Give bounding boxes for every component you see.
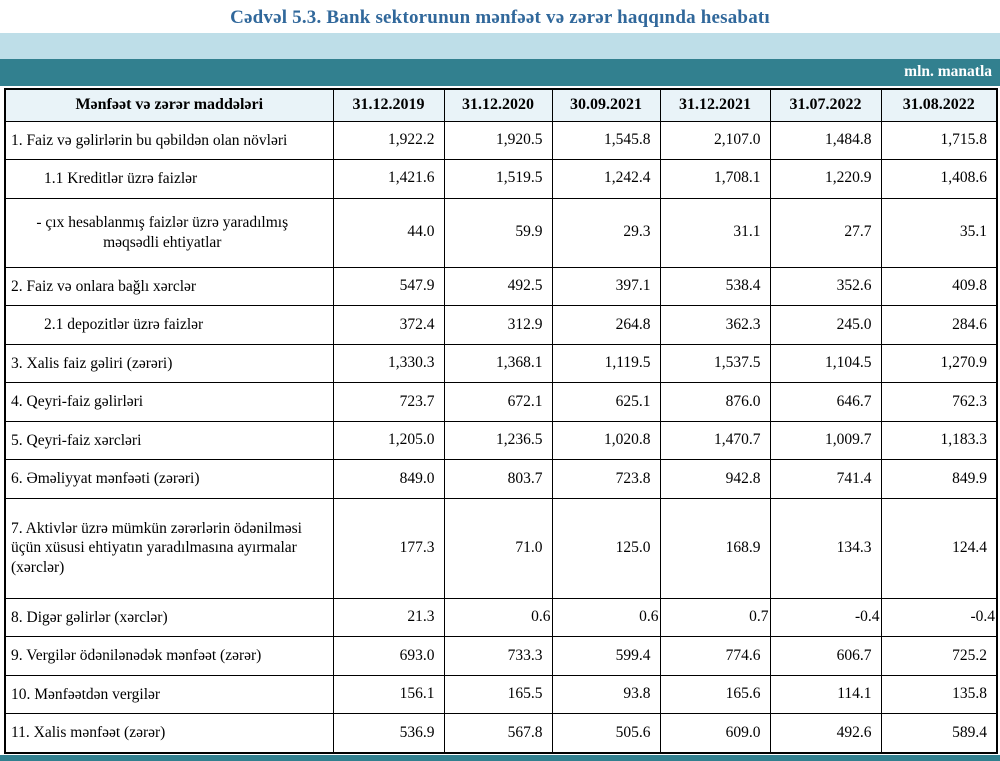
value-cell: 1,009.7	[770, 421, 881, 460]
value-cell: 1,708.1	[660, 160, 770, 199]
row-label: 1. Faiz və gəlirlərin bu qəbildən olan növləri	[5, 121, 333, 160]
row-label: 11. Xalis mənfəət (zərər)	[5, 714, 333, 753]
value-cell: 71.0	[444, 498, 552, 598]
value-cell: 397.1	[552, 267, 660, 306]
value-cell: 27.7	[770, 198, 881, 267]
value-cell: 177.3	[333, 498, 444, 598]
row-label: 4. Qeyri-faiz gəlirləri	[5, 383, 333, 422]
value-cell: 35.1	[881, 198, 997, 267]
top-band	[0, 33, 1000, 59]
value-cell: 31.1	[660, 198, 770, 267]
row-label: 7. Aktivlər üzrə mümkün zərərlərin ödənilməsi üçün xüsusi ehtiyatın yaradılmasına ayırmalar (xərclər)	[5, 498, 333, 598]
value-cell: 165.6	[660, 675, 770, 714]
value-cell: 672.1	[444, 383, 552, 422]
value-cell: 876.0	[660, 383, 770, 422]
value-cell: 693.0	[333, 637, 444, 676]
value-cell: 114.1	[770, 675, 881, 714]
unit-label: mln. manatla	[904, 63, 992, 80]
date-column-header: 31.12.2019	[333, 89, 444, 121]
value-cell: 1,270.9	[881, 344, 997, 383]
value-cell: 1,236.5	[444, 421, 552, 460]
value-cell: 625.1	[552, 383, 660, 422]
row-label: 1.1 Kreditlər üzrə faizlər	[5, 160, 333, 199]
value-cell: 733.3	[444, 637, 552, 676]
value-cell: 1,368.1	[444, 344, 552, 383]
value-cell: 264.8	[552, 306, 660, 345]
value-cell: 1,470.7	[660, 421, 770, 460]
value-cell: 372.4	[333, 306, 444, 345]
value-cell: 1,484.8	[770, 121, 881, 160]
row-label: 3. Xalis faiz gəliri (zərəri)	[5, 344, 333, 383]
value-cell: 0.6	[444, 598, 552, 637]
value-cell: 409.8	[881, 267, 997, 306]
value-cell: 849.0	[333, 460, 444, 499]
value-cell: 1,715.8	[881, 121, 997, 160]
value-cell: 1,545.8	[552, 121, 660, 160]
value-cell: 284.6	[881, 306, 997, 345]
value-cell: 1,330.3	[333, 344, 444, 383]
table-row	[5, 460, 997, 499]
value-cell: 1,183.3	[881, 421, 997, 460]
value-cell: 124.4	[881, 498, 997, 598]
table-row	[5, 598, 997, 637]
value-cell: 774.6	[660, 637, 770, 676]
value-cell: 567.8	[444, 714, 552, 753]
value-cell: 44.0	[333, 198, 444, 267]
value-cell: 1,920.5	[444, 121, 552, 160]
unit-band	[0, 59, 1000, 86]
table-header-row	[5, 89, 997, 121]
row-label: 5. Qeyri-faiz xərcləri	[5, 421, 333, 460]
value-cell: 492.6	[770, 714, 881, 753]
value-cell: 135.8	[881, 675, 997, 714]
value-cell: 942.8	[660, 460, 770, 499]
value-cell: 723.8	[552, 460, 660, 499]
value-cell: 1,119.5	[552, 344, 660, 383]
value-cell: 646.7	[770, 383, 881, 422]
date-column-header: 30.09.2021	[552, 89, 660, 121]
value-cell: 0.6	[552, 598, 660, 637]
value-cell: 538.4	[660, 267, 770, 306]
table-row	[5, 714, 997, 753]
value-cell: 609.0	[660, 714, 770, 753]
value-cell: 606.7	[770, 637, 881, 676]
value-cell: 0.7	[660, 598, 770, 637]
value-cell: 93.8	[552, 675, 660, 714]
value-cell: -0.4	[881, 598, 997, 637]
value-cell: 589.4	[881, 714, 997, 753]
value-cell: 21.3	[333, 598, 444, 637]
table-row	[5, 421, 997, 460]
value-cell: 134.3	[770, 498, 881, 598]
value-cell: 849.9	[881, 460, 997, 499]
table-row	[5, 306, 997, 345]
row-label: 2. Faiz və onlara bağlı xərclər	[5, 267, 333, 306]
value-cell: 362.3	[660, 306, 770, 345]
row-label: 10. Mənfəətdən vergilər	[5, 675, 333, 714]
table-row	[5, 121, 997, 160]
date-column-header: 31.12.2020	[444, 89, 552, 121]
table-row	[5, 498, 997, 598]
value-cell: 547.9	[333, 267, 444, 306]
label-column-header: Mənfəət və zərər maddələri	[5, 89, 333, 121]
value-cell: 725.2	[881, 637, 997, 676]
bottom-band	[0, 755, 1000, 761]
value-cell: 1,205.0	[333, 421, 444, 460]
value-cell: 2,107.0	[660, 121, 770, 160]
table-row	[5, 198, 997, 267]
date-column-header: 31.08.2022	[881, 89, 997, 121]
value-cell: 1,519.5	[444, 160, 552, 199]
row-label: 2.1 depozitlər üzrə faizlər	[5, 306, 333, 345]
date-column-header: 31.12.2021	[660, 89, 770, 121]
value-cell: 312.9	[444, 306, 552, 345]
table-row	[5, 383, 997, 422]
value-cell: 245.0	[770, 306, 881, 345]
profit-loss-table	[4, 88, 998, 754]
value-cell: 1,537.5	[660, 344, 770, 383]
value-cell: 1,104.5	[770, 344, 881, 383]
table-row	[5, 267, 997, 306]
row-label: - çıx hesablanmış faizlər üzrə yaradılmış məqsədli ehtiyatlar	[5, 198, 333, 267]
value-cell: 723.7	[333, 383, 444, 422]
row-label: 6. Əməliyyat mənfəəti (zərəri)	[5, 460, 333, 499]
row-label: 8. Digər gəlirlər (xərclər)	[5, 598, 333, 637]
value-cell: 599.4	[552, 637, 660, 676]
value-cell: 1,421.6	[333, 160, 444, 199]
table-row	[5, 160, 997, 199]
value-cell: 352.6	[770, 267, 881, 306]
value-cell: 168.9	[660, 498, 770, 598]
value-cell: 125.0	[552, 498, 660, 598]
date-column-header: 31.07.2022	[770, 89, 881, 121]
value-cell: 156.1	[333, 675, 444, 714]
value-cell: 1,922.2	[333, 121, 444, 160]
table-body	[5, 121, 997, 753]
value-cell: 492.5	[444, 267, 552, 306]
value-cell: 59.9	[444, 198, 552, 267]
value-cell: 505.6	[552, 714, 660, 753]
value-cell: 165.5	[444, 675, 552, 714]
value-cell: 536.9	[333, 714, 444, 753]
value-cell: 803.7	[444, 460, 552, 499]
page-title: Cədvəl 5.3. Bank sektorunun mənfəət və zərər haqqında hesabatı	[230, 7, 770, 28]
value-cell: 1,408.6	[881, 160, 997, 199]
value-cell: 1,242.4	[552, 160, 660, 199]
table-row	[5, 637, 997, 676]
value-cell: 29.3	[552, 198, 660, 267]
value-cell: 1,220.9	[770, 160, 881, 199]
value-cell: -0.4	[770, 598, 881, 637]
table-row	[5, 675, 997, 714]
value-cell: 762.3	[881, 383, 997, 422]
value-cell: 741.4	[770, 460, 881, 499]
row-label: 9. Vergilər ödənilənədək mənfəət (zərər)	[5, 637, 333, 676]
table-row	[5, 344, 997, 383]
value-cell: 1,020.8	[552, 421, 660, 460]
